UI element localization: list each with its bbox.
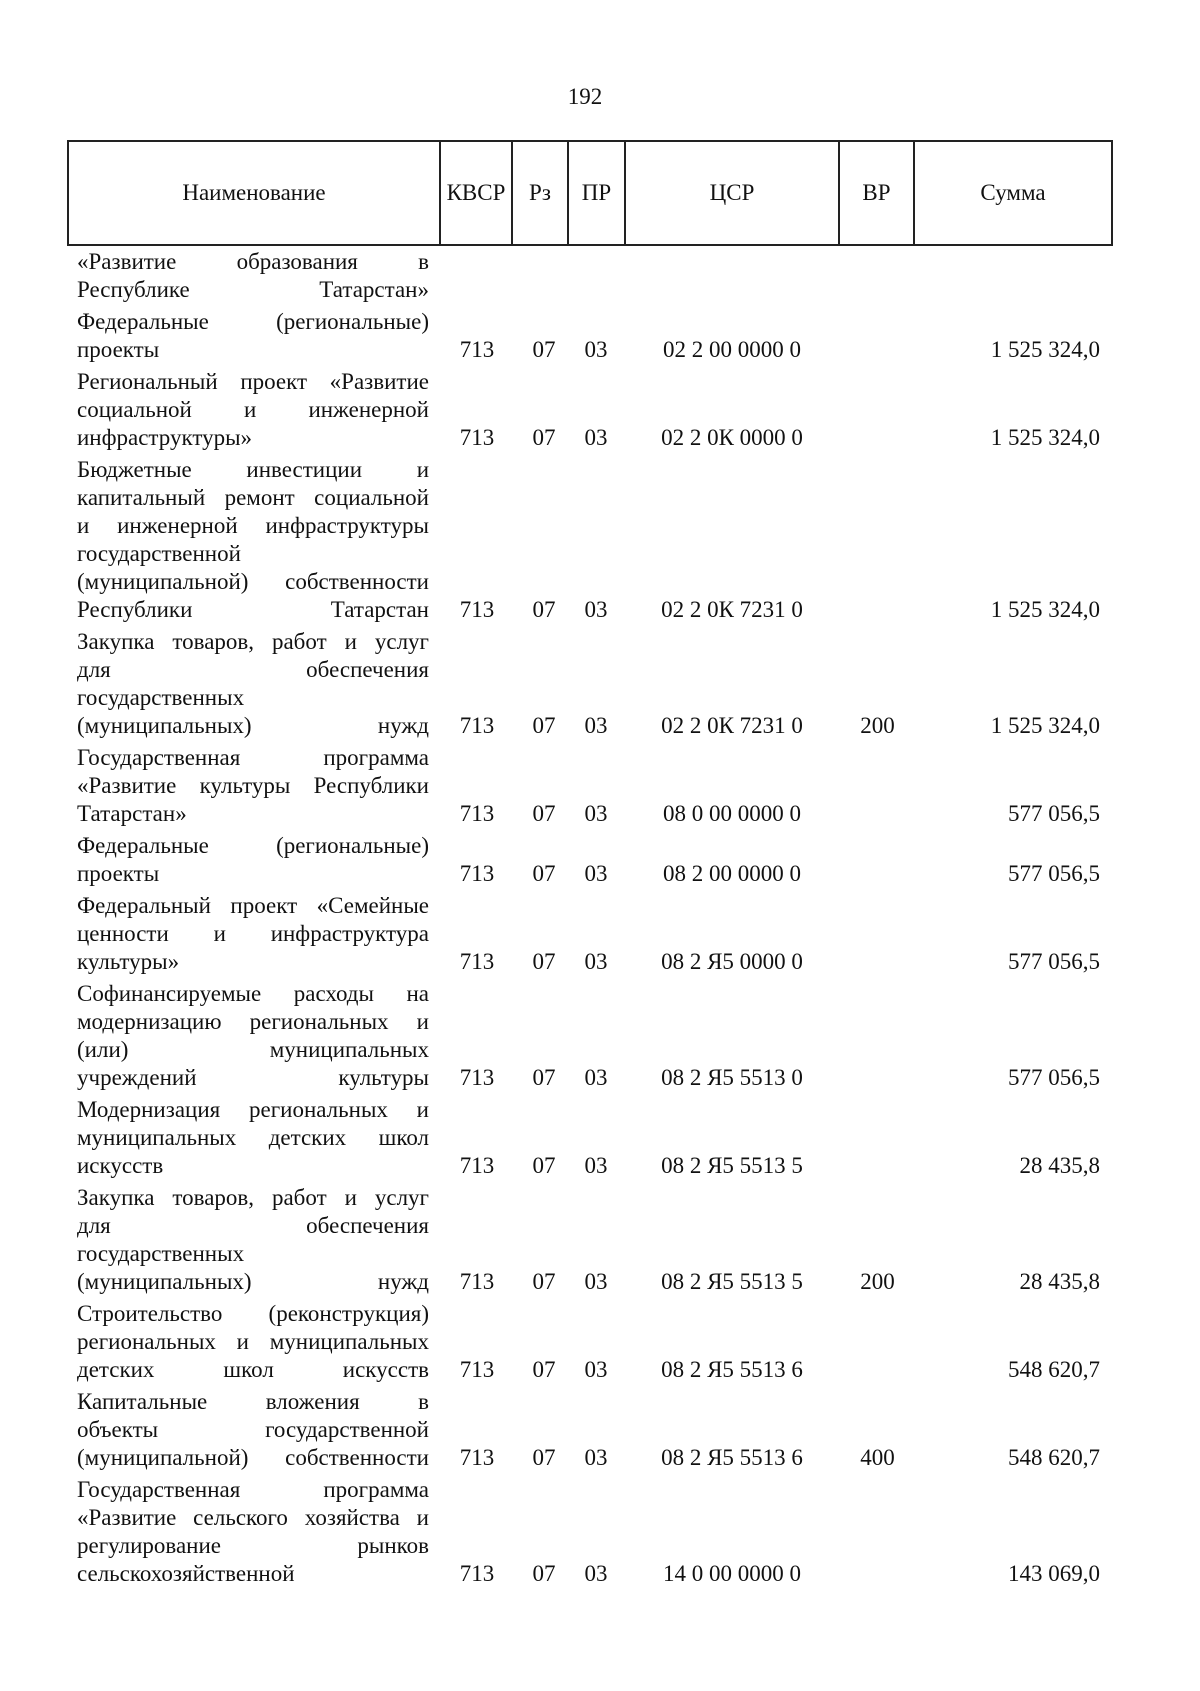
row-csr: 14 0 00 0000 0 [663, 1561, 801, 1586]
row-rz: 07 [532, 425, 556, 450]
row-name [77, 1476, 429, 1588]
row-rz: 07 [532, 1153, 556, 1178]
row-csr: 02 2 0К 7231 0 [661, 597, 803, 622]
row-sum: 1 525 324,0 [990, 597, 1100, 622]
row-name-line: сельскохозяйственной [77, 1561, 295, 1586]
row-sum: 28 435,8 [1019, 1269, 1100, 1294]
row-pr: 03 [584, 1357, 608, 1382]
table-row [0, 308, 1200, 364]
row-name-line: Капитальные вложения в [77, 1389, 429, 1414]
row-csr: 08 2 Я5 5513 5 [661, 1153, 803, 1178]
row-name-line: муниципальных детских школ [77, 1125, 429, 1150]
row-name-line: «Развитие культуры Республики [77, 773, 429, 798]
row-name [77, 744, 429, 828]
table-row [0, 1184, 1200, 1296]
table-row [0, 892, 1200, 976]
row-name-line: Софинансируемые расходы на [77, 981, 429, 1006]
row-name-line: «Развитие образования в [77, 249, 429, 274]
row-name-line: социальной и инженерной [77, 397, 429, 422]
row-kvsr: 713 [459, 949, 495, 974]
row-name-line: Модернизация региональных и [77, 1097, 429, 1122]
row-name-line: (муниципальных) нужд [77, 713, 429, 738]
row-name-line: ценности и инфраструктура [77, 921, 429, 946]
row-name-line: для обеспечения [77, 1213, 429, 1238]
row-rz: 07 [532, 861, 556, 886]
row-name-line: Закупка товаров, работ и услуг [77, 629, 429, 654]
table-row [0, 1096, 1200, 1180]
row-name-line: капитальный ремонт социальной [77, 485, 429, 510]
row-name-line: государственной [77, 541, 241, 566]
row-rz: 07 [532, 713, 556, 738]
row-name-line: Федеральные (региональные) [77, 309, 429, 334]
header-name: Наименование [69, 142, 441, 244]
header-pr: ПР [569, 142, 626, 244]
row-kvsr: 713 [459, 1445, 495, 1470]
row-pr: 03 [584, 1153, 608, 1178]
table-row [0, 980, 1200, 1092]
row-name-line: (или) муниципальных [77, 1037, 429, 1062]
row-pr: 03 [584, 337, 608, 362]
row-name [77, 980, 429, 1092]
table-header [67, 140, 1113, 246]
row-name-line: учреждений культуры [77, 1065, 429, 1090]
row-name [77, 368, 429, 452]
row-pr: 03 [584, 713, 608, 738]
table-row [0, 248, 1200, 304]
row-name-line: Закупка товаров, работ и услуг [77, 1185, 429, 1210]
table-row [0, 1476, 1200, 1588]
row-name-line: искусств [77, 1153, 164, 1178]
row-sum: 1 525 324,0 [990, 425, 1100, 450]
row-pr: 03 [584, 597, 608, 622]
row-name [77, 628, 429, 740]
row-name-line: инфраструктуры» [77, 425, 253, 450]
row-csr: 08 2 Я5 5513 5 [661, 1269, 803, 1294]
row-csr: 08 2 00 0000 0 [663, 861, 801, 886]
table-row [0, 744, 1200, 828]
row-csr: 08 2 Я5 0000 0 [661, 949, 803, 974]
row-name-line: объекты государственной [77, 1417, 429, 1442]
row-rz: 07 [532, 1445, 556, 1470]
row-pr: 03 [584, 425, 608, 450]
row-name-line: (муниципальной) собственности [77, 1445, 429, 1470]
row-name-line: Федеральный проект «Семейные [77, 893, 429, 918]
row-sum: 577 056,5 [1008, 861, 1100, 886]
row-pr: 03 [584, 861, 608, 886]
row-kvsr: 713 [459, 597, 495, 622]
row-name [77, 1300, 429, 1384]
row-name-line: для обеспечения [77, 657, 429, 682]
row-sum: 28 435,8 [1019, 1153, 1100, 1178]
header-vr: ВР [840, 142, 915, 244]
row-rz: 07 [532, 1065, 556, 1090]
row-csr: 02 2 0К 7231 0 [661, 713, 803, 738]
row-pr: 03 [584, 1561, 608, 1586]
page-number: 192 [567, 84, 603, 109]
row-name-line: Государственная программа [77, 1477, 429, 1502]
row-rz: 07 [532, 597, 556, 622]
row-pr: 03 [584, 949, 608, 974]
row-vr: 200 [860, 1269, 895, 1294]
row-name-line: модернизацию региональных и [77, 1009, 429, 1034]
row-kvsr: 713 [459, 1153, 495, 1178]
header-kvsr: КВСР [441, 142, 513, 244]
row-name-line: (муниципальной) собственности [77, 569, 429, 594]
row-sum: 577 056,5 [1008, 1065, 1100, 1090]
row-sum: 548 620,7 [1008, 1445, 1100, 1470]
row-kvsr: 713 [459, 1357, 495, 1382]
row-name [77, 892, 429, 976]
header-sum: Сумма [980, 180, 1046, 205]
row-name [77, 308, 429, 364]
row-name [77, 248, 429, 304]
row-kvsr: 713 [459, 713, 495, 738]
table-row [0, 628, 1200, 740]
row-vr: 200 [860, 713, 895, 738]
row-vr: 400 [860, 1445, 895, 1470]
row-pr: 03 [584, 1065, 608, 1090]
row-csr: 08 2 Я5 5513 6 [661, 1357, 803, 1382]
table-row [0, 1300, 1200, 1384]
row-sum: 548 620,7 [1008, 1357, 1100, 1382]
row-sum: 577 056,5 [1008, 801, 1100, 826]
row-name-line: государственных [77, 1241, 245, 1266]
row-name-line: Республике Татарстан» [77, 277, 429, 302]
row-name-line: Строительство (реконструкция) [77, 1301, 429, 1326]
row-csr: 08 2 Я5 5513 6 [661, 1445, 803, 1470]
header-csr: ЦСР [626, 142, 840, 244]
row-name-line: Республики Татарстан [77, 597, 429, 622]
row-name-line: Федеральные (региональные) [77, 833, 429, 858]
row-sum: 143 069,0 [1008, 1561, 1100, 1586]
row-name-line: (муниципальных) нужд [77, 1269, 429, 1294]
row-kvsr: 713 [459, 1561, 495, 1586]
row-rz: 07 [532, 1357, 556, 1382]
row-rz: 07 [532, 337, 556, 362]
row-name-line: проекты [77, 861, 160, 886]
row-rz: 07 [532, 1561, 556, 1586]
row-rz: 07 [532, 1269, 556, 1294]
table-body [0, 248, 1200, 1592]
table-row [0, 456, 1200, 624]
row-csr: 02 2 0К 0000 0 [661, 425, 803, 450]
table-row [0, 1388, 1200, 1472]
row-name-line: и инженерной инфраструктуры [77, 513, 429, 538]
row-csr: 02 2 00 0000 0 [663, 337, 801, 362]
row-sum: 1 525 324,0 [990, 337, 1100, 362]
row-sum: 577 056,5 [1008, 949, 1100, 974]
row-kvsr: 713 [459, 1065, 495, 1090]
row-name-line: регулирование рынков [77, 1533, 429, 1558]
row-kvsr: 713 [459, 801, 495, 826]
row-name-line: детских школ искусств [77, 1357, 429, 1382]
row-name-line: Татарстан» [77, 801, 187, 826]
row-pr: 03 [584, 1445, 608, 1470]
row-csr: 08 2 Я5 5513 0 [661, 1065, 803, 1090]
row-csr: 08 0 00 0000 0 [663, 801, 801, 826]
table-row [0, 368, 1200, 452]
row-name-line: Бюджетные инвестиции и [77, 457, 429, 482]
row-kvsr: 713 [459, 337, 495, 362]
row-pr: 03 [584, 801, 608, 826]
row-sum: 1 525 324,0 [990, 713, 1100, 738]
row-name-line: государственных [77, 685, 245, 710]
row-kvsr: 713 [459, 425, 495, 450]
row-name-line: региональных и муниципальных [77, 1329, 429, 1354]
table-row [0, 832, 1200, 888]
row-name-line: Государственная программа [77, 745, 429, 770]
row-kvsr: 713 [459, 861, 495, 886]
row-rz: 07 [532, 949, 556, 974]
row-name-line: Региональный проект «Развитие [77, 369, 429, 394]
row-name-line: культуры» [77, 949, 180, 974]
row-name [77, 456, 429, 624]
row-name [77, 1096, 429, 1180]
row-name [77, 832, 429, 888]
row-kvsr: 713 [459, 1269, 495, 1294]
row-name [77, 1184, 429, 1296]
row-name [77, 1388, 429, 1472]
row-name-line: «Развитие сельского хозяйства и [77, 1505, 429, 1530]
header-rz: Рз [513, 142, 569, 244]
row-name-line: проекты [77, 337, 160, 362]
row-rz: 07 [532, 801, 556, 826]
row-pr: 03 [584, 1269, 608, 1294]
